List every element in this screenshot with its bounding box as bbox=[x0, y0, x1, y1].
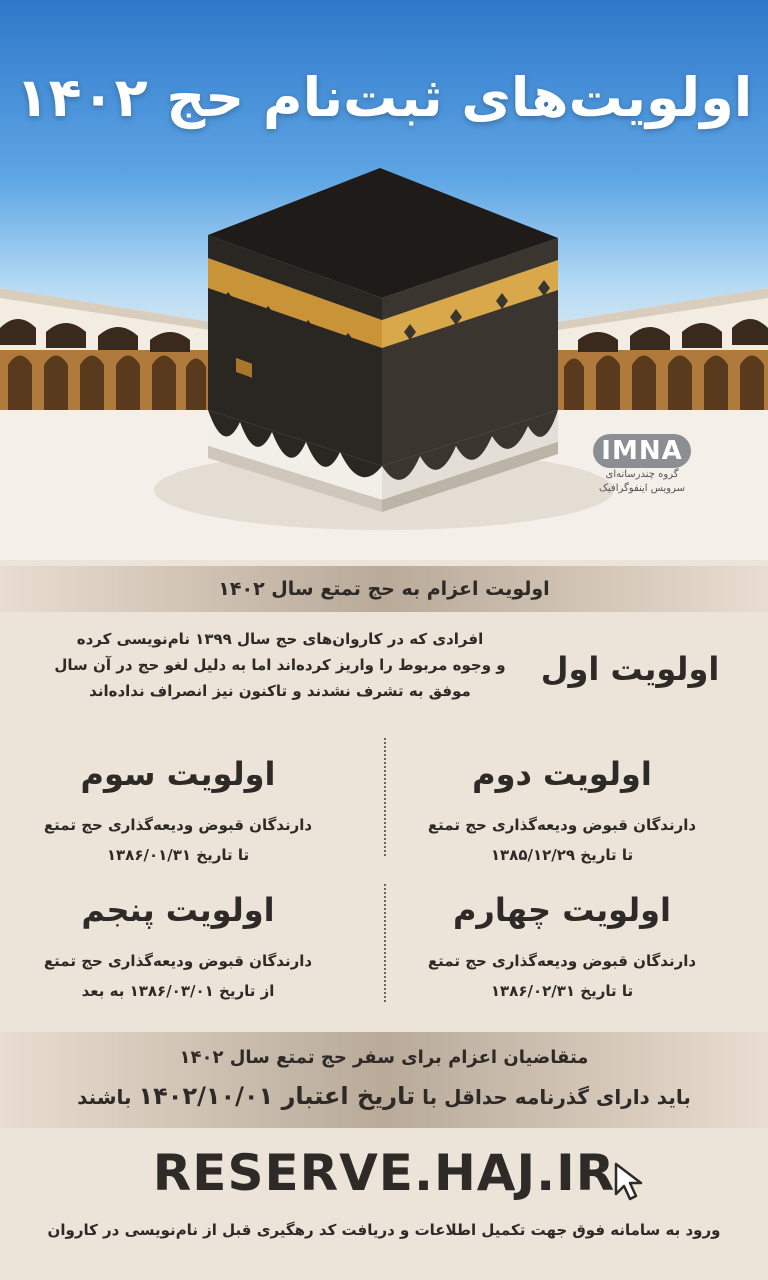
priority-third bbox=[8, 748, 348, 870]
priority-fourth-line2: تا تاریخ ۱۳۸۶/۰۲/۳۱ bbox=[490, 982, 634, 1000]
priority-third-heading: اولویت سوم bbox=[80, 755, 276, 793]
priority-second-line2: تا تاریخ ۱۳۸۵/۱۲/۲۹ bbox=[490, 846, 634, 864]
priority-band-title: اولویت اعزام به حج تمتع سال ۱۴۰۲ bbox=[0, 566, 768, 612]
divider bbox=[384, 738, 386, 856]
kaaba-scene bbox=[0, 160, 768, 560]
priority-fifth bbox=[8, 884, 348, 1006]
notice-emphasis: تاریخ اعتبار ۱۴۰۲/۱۰/۰۱ bbox=[138, 1082, 416, 1110]
passport-notice bbox=[0, 1032, 768, 1128]
cursor-icon bbox=[610, 1160, 650, 1202]
footer-note: ورود به سامانه فوق جهت تکمیل اطلاعات و دریافت کد رهگیری قبل از نام‌نویسی در کاروان bbox=[47, 1221, 721, 1239]
priority-first bbox=[40, 626, 730, 722]
priority-first-line: و وجوه مربوط را واریز کرده‌اند اما به دلیل لغو حج در آن سال bbox=[54, 656, 506, 674]
priority-third-line2: تا تاریخ ۱۳۸۶/۰۱/۳۱ bbox=[106, 846, 250, 864]
site-url-link[interactable]: RESERVE.HAJ.IR bbox=[152, 1144, 616, 1202]
notice-line1: متقاضیان اعزام برای سفر حج تمتع سال ۱۴۰۲ bbox=[179, 1047, 589, 1068]
priority-first-line: موفق به تشرف نشدند و تاکنون نیز انصراف نداده‌اند bbox=[89, 682, 471, 700]
priority-fifth-line1: دارندگان قبوض ودیعه‌گذاری حج تمتع bbox=[43, 952, 313, 970]
priority-second-heading: اولویت دوم bbox=[472, 755, 652, 793]
priority-fourth bbox=[392, 884, 732, 1006]
priority-second-line1: دارندگان قبوض ودیعه‌گذاری حج تمتع bbox=[427, 816, 697, 834]
priority-fourth-line1: دارندگان قبوض ودیعه‌گذاری حج تمتع bbox=[427, 952, 697, 970]
priority-fifth-line2: از تاریخ ۱۳۸۶/۰۳/۰۱ به بعد bbox=[81, 982, 275, 1000]
notice-prefix: باید دارای گذرنامه حداقل با bbox=[422, 1085, 691, 1109]
page-title: اولویت‌های ثبت‌نام حج ۱۴۰۲ bbox=[15, 66, 753, 129]
left-colonnade bbox=[0, 288, 210, 410]
priority-fourth-heading: اولویت چهارم bbox=[452, 891, 672, 929]
priority-third-line1: دارندگان قبوض ودیعه‌گذاری حج تمتع bbox=[43, 816, 313, 834]
priority-fifth-heading: اولویت پنجم bbox=[81, 891, 275, 929]
notice-line2 bbox=[0, 1074, 768, 1119]
kaaba-icon bbox=[208, 168, 558, 512]
logo-line2: سرویس اینفوگرافیک bbox=[598, 483, 686, 494]
logo-line1: گروه چندرسانه‌ای bbox=[605, 469, 679, 480]
priority-first-line: افرادی که در کاروان‌های حج سال ۱۳۹۹ نام‌نویسی کرده bbox=[76, 630, 484, 648]
imna-logo bbox=[592, 434, 692, 496]
logo-mark: IMNA bbox=[593, 434, 690, 468]
priority-first-heading: اولویت اول bbox=[540, 650, 720, 688]
priority-first-body bbox=[40, 626, 520, 704]
notice-suffix: باشند bbox=[77, 1085, 132, 1109]
right-colonnade bbox=[558, 288, 768, 410]
hero-illustration bbox=[0, 0, 768, 560]
priority-second bbox=[392, 748, 732, 870]
divider bbox=[384, 884, 386, 1002]
